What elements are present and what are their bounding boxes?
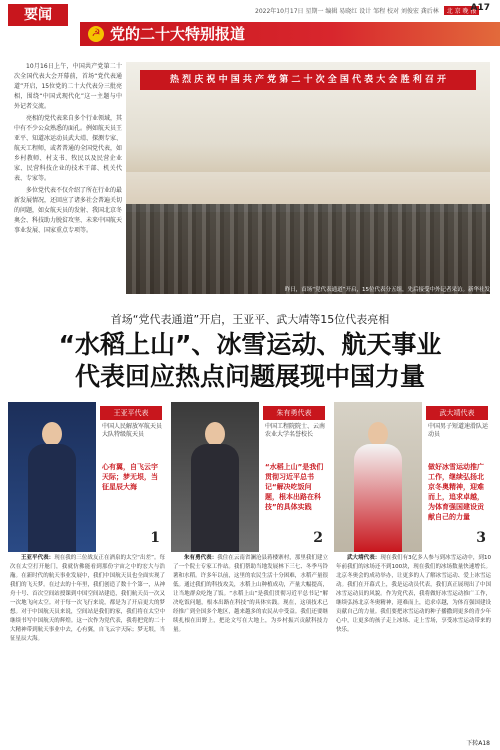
- hall-banner: 热 烈 庆 祝 中 国 共 产 党 第 二 十 次 全 国 代 表 大 会 胜 利 召 开: [140, 70, 476, 90]
- party-emblem-icon: ☭: [88, 26, 104, 42]
- person-body: [28, 444, 76, 552]
- section-tag: 要闻: [8, 4, 68, 26]
- press-crowd: [126, 204, 490, 294]
- person-figure: [191, 422, 239, 552]
- profile-title: 中国男子短道速滑队运动员: [428, 423, 489, 438]
- edition-meta: [255, 6, 479, 15]
- article-column-2: [173, 554, 328, 635]
- profile-photo: [334, 402, 422, 552]
- person-body: [191, 444, 239, 552]
- profile-title: 中国工程院院士、云南农业大学名誉校长: [265, 423, 326, 438]
- person-head: [42, 422, 62, 446]
- article-text: 现在我们有3亿多人参与到冰雪运动中，到10年前我们的冰场还不到100块，现在我们的冰场数量快速增长。北京冬奥会的成功举办，让更多的人了解冰雪运动、爱上冰雪运动。我们在开幕式上，我是运动员代表，我们真正展现出了中国冰雪运动员的风貌。作为党代表，我将做好冰雪运动推广工作，继续弘扬北京冬奥精神，迎难而上，追求卓越，为体育强国建设贡献自己的力量。我们要把冰雪运动的种子播撒到更多的青少年心中，让更多的孩子走上冰场、走上雪场，享受冰雪运动带来的快乐。: [336, 555, 491, 633]
- headline-line: 代表回应热点问题展现中国力量: [74, 362, 425, 391]
- profile-quote: “水稻上山”是我们贯彻习近平总书记“解决吃饭问题，根本出路在科技”的具体实践: [265, 463, 324, 511]
- speaker-name: 朱有勇代表：: [184, 555, 218, 561]
- person-figure: [354, 422, 402, 552]
- profile-label: 武大靖代表: [426, 406, 488, 420]
- intro-paragraph: 多位党代表不仅介绍了所在行业的最新发展情况，还回应了诸多社会普遍关切的问题，如女航天员的发射、我国北京冬奥会、科技助力脱贫攻坚、未来中国航天事业发展、国家重点专项等。: [14, 187, 123, 234]
- edition-meta-text: 2022年10月17日 星期一 编辑 易晓红 设计 邹程 校对 刘俊宏 龚后林: [255, 8, 439, 15]
- speaker-name: 王亚平代表：: [21, 555, 55, 561]
- headline-line: “水稻上山”、冰雪运动、航天事业: [58, 330, 442, 359]
- page-number: A17: [470, 3, 490, 13]
- person-figure: [28, 422, 76, 552]
- kicker-headline: 首场“党代表通道”开启，王亚平、武大靖等15位代表亮相: [110, 313, 390, 326]
- profile-zhu-youyong: [171, 402, 329, 552]
- article-paragraph: [173, 554, 328, 635]
- profile-quote: 做好冰雪运动推广工作，继续弘扬北京冬奥精神，迎难而上，追求卓越，为体育强国建设贡献自己的力量: [428, 463, 484, 521]
- person-head: [205, 422, 225, 446]
- person-head: [368, 422, 388, 446]
- intro-paragraph: 10月16日上午，中国共产党第二十次全国代表大会开幕前，首场“党代表通道”开启，15位党的二十大代表分三批亮相，围绕“中国式现代化”这一主题与中外记者交流。: [14, 63, 122, 110]
- intro-text: [14, 62, 122, 238]
- profile-quote: 心有翼，自飞云宇天际；梦无垠，当征星辰大海: [102, 463, 158, 491]
- photo-caption: 昨日，首场“党代表通道”开启，15位代表分五组，先后接受中外记者采访。新华社发: [284, 287, 490, 293]
- article-text: 我住在云南省澜沧县蒋楼寨村，那里我们建立了一个院士专家工作站。我们帮助当地发展林下三七、冬季马铃薯和水稻。许多年以前，这里的农民生活十分困难，水稻产量很低。通过我们的科技攻关，水稻上山种植成功，产量大幅提高，让当地群众吃饱了饭。“水稻上山”是我们贯彻习近平总书记“解决吃饭问题，根本出路在科技”的具体实践。现在，这项技术已经推广到全国多个地区，越来越多的农民从中受益。我们还要继续扎根在田野上，把论文写在大地上，为乡村振兴贡献科技力量。: [173, 555, 328, 633]
- profile-label: 王亚平代表: [100, 406, 162, 420]
- page-header: [0, 0, 500, 60]
- profile-photo: [171, 402, 259, 552]
- main-headline: [0, 329, 500, 393]
- article-column-1: [10, 554, 165, 644]
- profile-title: 中国人民解放军航天员大队特级航天员: [102, 423, 163, 438]
- profile-number: 3: [476, 530, 486, 546]
- article-column-3: [336, 554, 491, 635]
- great-hall-photo: [126, 62, 490, 294]
- person-body: [354, 444, 402, 552]
- newspaper-badge: 北 京 晚 报: [444, 6, 480, 15]
- profile-number: 2: [313, 530, 323, 546]
- article-text: 现在我的三位战友正在酒泉的太空“出差”。每次在太空打开舱门，我就仿佛能看到那份宇宙之中的宏大与浩瀚。在新时代的航天事业发展中，我们中国航天员也全面实现了我们的飞天梦。在过去的十年里，我们创造了数十个第一，从神舟十号、首次空间站授课到中国空间站建造，我们航天员一次又一次地飞向太空。对于每一次飞行来说，都是为了开启更大的梦想。对于中国航天员来说，空间站是我们的家，我们将在太空中继续书写中国航天的辉煌。这一次作为党代表，我将把党的二十大精神带到航天事业中去，心有翼，自飞云宇天际；梦无垠，当征星辰大海。: [10, 555, 165, 642]
- profile-photo: [8, 402, 96, 552]
- profile-wu-dajing: [334, 402, 492, 552]
- intro-paragraph: 亮相的党代表来自多个行业领域，其中有不少公众熟悉的面孔。例如航天员王亚平、知道冰运动员武大靖、探测专家、航天工程师，或者普通的全国党代表，如乡村教师、村支书、牧民以及民营企业家、民营科技企业的技术干部、机关代表、专家等。: [14, 115, 123, 182]
- speaker-name: 武大靖代表：: [347, 555, 381, 561]
- profile-number: 1: [150, 530, 160, 546]
- profile-wang-yaping: [8, 402, 166, 552]
- profile-label: 朱有勇代表: [263, 406, 325, 420]
- article-paragraph: [336, 554, 491, 635]
- continued-on-next-page[interactable]: 下转A18: [466, 740, 490, 747]
- article-paragraph: [10, 554, 165, 644]
- banner-title: 党的二十大特别报道: [110, 25, 246, 43]
